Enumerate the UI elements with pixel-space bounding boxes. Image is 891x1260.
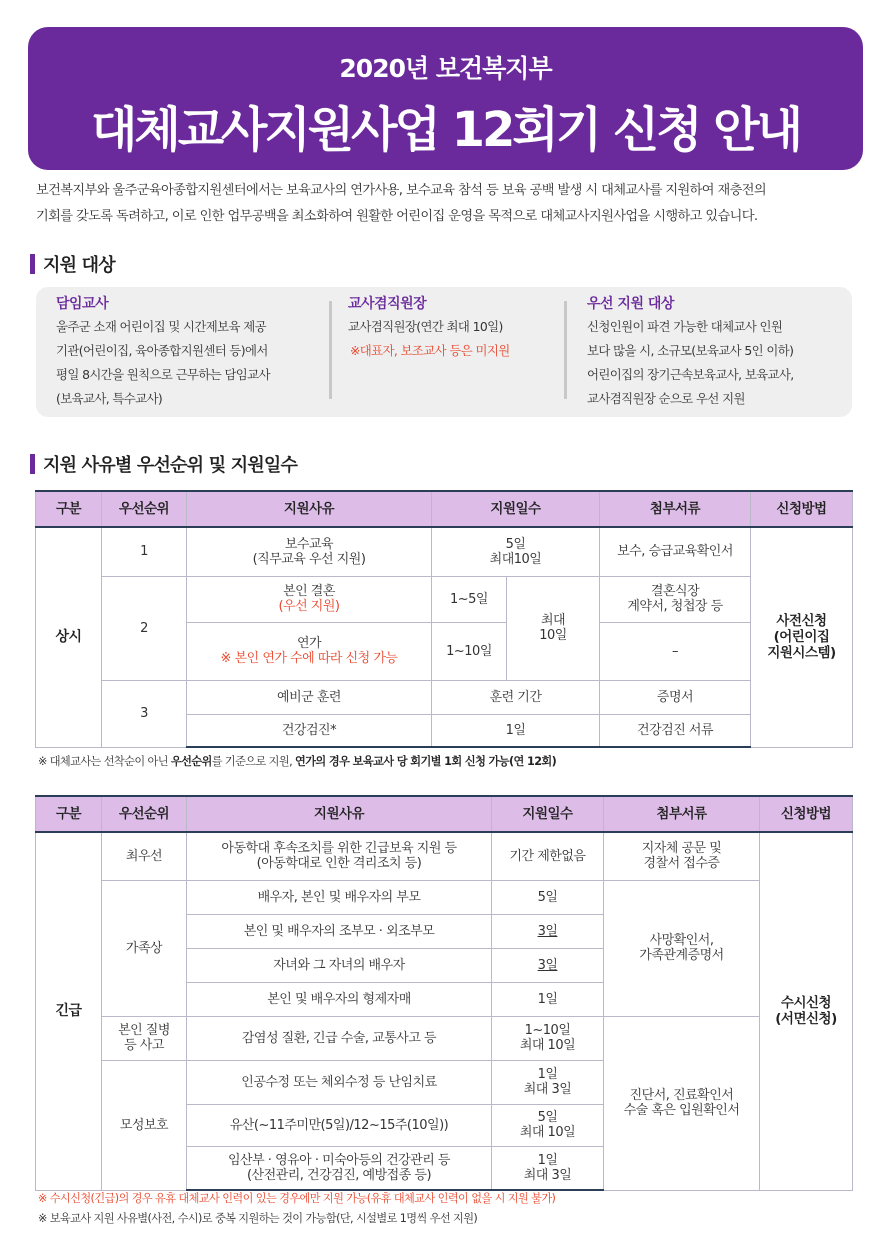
footnote-bold: 우선순위 xyxy=(170,755,212,768)
header-reason: 지원사유 xyxy=(187,491,432,527)
days-cell: 훈련 기간 xyxy=(432,680,600,714)
support-target-box xyxy=(36,287,852,417)
target-line: 기관(어린이집, 육아종합지원센터 등)에서 xyxy=(56,343,268,358)
priority-cell: 2 xyxy=(102,576,187,680)
header-priority: 우선순위 xyxy=(102,796,187,832)
footnote-bold: 연가의 경우 보육교사 당 회기별 1회 신청 가능(연 12회) xyxy=(295,755,557,768)
days-line: 최대 10일 xyxy=(519,1038,576,1053)
priority-cell: 가족상 xyxy=(102,880,187,1016)
table-row xyxy=(36,832,853,880)
reason-line: 본인 결혼 xyxy=(283,584,335,599)
footnote-priority xyxy=(38,753,556,771)
table-row xyxy=(36,527,853,576)
days-cell xyxy=(492,1060,604,1104)
priority-cell: 3 xyxy=(102,680,187,747)
footnote-text: ※ 대체교사는 선착순이 아닌 xyxy=(38,755,171,768)
target-line: 교사겸직원장 순으로 우선 지원 xyxy=(587,391,745,406)
documents-line: 수술 혹은 입원확인서 xyxy=(623,1103,740,1118)
intro-paragraph xyxy=(36,178,856,230)
days-line: 최대 10일 xyxy=(519,1125,576,1140)
days-cell: 3일 xyxy=(492,948,604,982)
footnote-duplicate: ※ 보육교사 지원 사유별(사전, 수시)로 중복 지원하는 것이 가능함(단, 시설별로 1명씩 우선 지원) xyxy=(38,1212,478,1225)
header-method: 신청방법 xyxy=(751,491,853,527)
method-cell xyxy=(760,832,853,1190)
reason-line: (직무교육 우선 지원) xyxy=(252,551,366,567)
documents-line: 사망확인서, xyxy=(649,933,714,948)
priority-line: 본인 질병 xyxy=(118,1023,170,1038)
days-cell xyxy=(492,1146,604,1190)
documents-line: 가족관계증명서 xyxy=(639,948,724,963)
documents-line: 경찰서 접수증 xyxy=(643,856,720,872)
documents-cell: 보수, 승급교육확인서 xyxy=(600,527,751,576)
documents-cell xyxy=(600,576,751,622)
days-cell: 1일 xyxy=(432,714,600,747)
table-row xyxy=(36,680,853,714)
footnote-emergency: ※ 수시신청(긴급)의 경우 유휴 대체교사 인력이 있는 경우에만 지원 가능(유휴 대체교사 인력이 없을 시 지원 불가) xyxy=(38,1192,556,1205)
category-cell: 상시 xyxy=(36,527,102,747)
footnote-text: 를 기준으로 지원, xyxy=(211,755,296,768)
documents-line: 계약서, 청첩장 등 xyxy=(627,599,723,614)
method-line: (서면신청) xyxy=(775,1011,837,1028)
header-reason: 지원사유 xyxy=(187,796,492,832)
header-method: 신청방법 xyxy=(760,796,853,832)
days-line: 10일 xyxy=(539,628,567,643)
target-col-priority xyxy=(587,293,847,411)
days-line: 최대10일 xyxy=(489,551,542,567)
days-cell xyxy=(432,527,600,576)
section-title-support-target xyxy=(30,251,115,277)
documents-cell: 증명서 xyxy=(600,680,751,714)
column-divider xyxy=(329,301,332,399)
target-line: 보다 많을 시, 소규모(보육교사 5인 이하) xyxy=(587,343,794,358)
priority-cell: 1 xyxy=(102,527,187,576)
header-category: 구분 xyxy=(36,491,102,527)
days-line: 최대 3일 xyxy=(523,1082,572,1097)
days-line: 1~10일 xyxy=(524,1023,571,1038)
method-line: 사전신청 xyxy=(776,613,827,630)
reason-cell xyxy=(187,832,492,880)
priority-line: 등 사고 xyxy=(124,1038,164,1053)
reason-cell xyxy=(187,622,432,680)
reason-note: (우선 지원) xyxy=(278,599,340,614)
category-cell: 긴급 xyxy=(36,832,102,1190)
documents-line: 진단서, 진료확인서 xyxy=(629,1088,734,1103)
target-heading: 교사겸직원장 xyxy=(348,296,427,312)
reason-line: 연가 xyxy=(296,636,322,651)
days-line: 1일 xyxy=(537,1067,558,1082)
documents-cell: – xyxy=(600,622,751,680)
days-cell: 1~5일 xyxy=(432,576,507,622)
header-category: 구분 xyxy=(36,796,102,832)
days-line: 최대 xyxy=(540,613,566,628)
banner-title: 대체교사지원사업 12회기 신청 안내 xyxy=(90,102,801,158)
section-bar xyxy=(30,254,35,274)
regular-support-table xyxy=(35,490,853,748)
column-divider xyxy=(564,301,567,399)
reason-cell xyxy=(187,1146,492,1190)
table-row xyxy=(36,880,853,914)
days-line: 최대 3일 xyxy=(523,1167,572,1183)
target-line: 신청인원이 파견 가능한 대체교사 인원 xyxy=(587,319,783,334)
days-cell: 3일 xyxy=(492,914,604,948)
reason-line: 보수교육 xyxy=(284,536,334,552)
target-line: 어린이집의 장기근속보육교사, 보육교사, xyxy=(587,367,794,382)
section-title-text: 지원 사유별 우선순위 및 지원일수 xyxy=(43,455,298,476)
intro-line: 보건복지부와 울주군육아종합지원센터에서는 보육교사의 연가사용, 보수교육 참석 등 보육 공백 발생 시 대체교사를 지원하여 재충전의 xyxy=(36,183,767,198)
days-cell: 1일 xyxy=(492,982,604,1016)
target-line: (보육교사, 특수교사) xyxy=(56,391,163,406)
method-line: 수시신청 xyxy=(780,995,832,1012)
reason-cell: 본인 및 배우자의 조부모 · 외조부모 xyxy=(187,914,492,948)
reason-cell: 유산(~11주미만(5일)/12~15주(10일)) xyxy=(187,1104,492,1146)
reason-line: (산전관리, 건강검진, 예방접종 등) xyxy=(246,1167,432,1183)
reason-cell: 건강검진* xyxy=(187,714,432,747)
days-cell: 1~10일 xyxy=(432,622,507,680)
reason-cell xyxy=(187,527,432,576)
method-line: 지원시스템) xyxy=(767,645,836,662)
days-line: 5일 xyxy=(537,1110,558,1125)
method-line: (어린이집 xyxy=(773,629,830,646)
target-line: 울주군 소재 어린이집 및 시간제보육 제공 xyxy=(56,319,266,334)
target-line: 평일 8시간을 원칙으로 근무하는 담임교사 xyxy=(56,367,270,382)
banner-subtitle: 2020년 보건복지부 xyxy=(339,54,552,83)
days-cell xyxy=(492,1104,604,1146)
header-documents: 첨부서류 xyxy=(604,796,760,832)
days-line: 1일 xyxy=(537,1152,558,1168)
days-total-cell xyxy=(507,576,600,680)
section-bar xyxy=(30,454,35,474)
days-cell xyxy=(492,1016,604,1060)
intro-line: 기회를 갖도록 독려하고, 이로 인한 업무공백을 최소화하여 원활한 어린이집 운영을 목적으로 대체교사지원사업을 시행하고 있습니다. xyxy=(36,209,758,224)
reason-line: (아동학대로 인한 격리조치 등) xyxy=(256,856,422,872)
reason-note: ※ 본인 연가 수에 따라 신청 가능 xyxy=(220,651,398,666)
days-cell: 기간 제한없음 xyxy=(492,832,604,880)
reason-line: 아동학대 후속조치를 위한 긴급보육 지원 등 xyxy=(221,841,457,857)
reason-cell: 자녀와 그 자녀의 배우자 xyxy=(187,948,492,982)
emergency-support-table xyxy=(35,795,853,1191)
section-title-text: 지원 대상 xyxy=(43,255,115,276)
reason-cell: 본인 및 배우자의 형제자매 xyxy=(187,982,492,1016)
documents-cell xyxy=(604,832,760,880)
reason-cell: 인공수정 또는 체외수정 등 난임치료 xyxy=(187,1060,492,1104)
table-row xyxy=(36,1016,853,1060)
target-note: ※대표자, 보조교사 등은 미지원 xyxy=(350,343,510,358)
target-heading: 우선 지원 대상 xyxy=(587,296,674,312)
header-days: 지원일수 xyxy=(492,796,604,832)
documents-line: 결혼식장 xyxy=(650,584,700,599)
reason-cell: 배우자, 본인 및 배우자의 부모 xyxy=(187,880,492,914)
section-title-priority xyxy=(30,451,297,477)
table-row xyxy=(36,576,853,622)
target-line: 교사겸직원장(연간 최대 10일) xyxy=(348,319,503,334)
priority-cell: 모성보호 xyxy=(102,1060,187,1190)
reason-cell: 감염성 질환, 긴급 수술, 교통사고 등 xyxy=(187,1016,492,1060)
documents-cell xyxy=(604,1016,760,1190)
documents-line: 지자체 공문 및 xyxy=(641,841,722,857)
target-col-homeroom-teacher xyxy=(56,293,326,411)
header-documents: 첨부서류 xyxy=(600,491,751,527)
reason-cell xyxy=(187,576,432,622)
method-cell xyxy=(751,527,853,747)
documents-cell xyxy=(604,880,760,1016)
reason-line: 임산부 · 영유아 · 미숙아등의 건강관리 등 xyxy=(228,1152,450,1168)
days-line: 5일 xyxy=(505,536,526,552)
priority-cell: 최우선 xyxy=(102,832,187,880)
target-heading: 담임교사 xyxy=(56,296,109,312)
target-col-director-teacher xyxy=(348,293,558,363)
priority-cell xyxy=(102,1016,187,1060)
title-banner xyxy=(28,27,863,170)
documents-cell: 건강검진 서류 xyxy=(600,714,751,747)
header-priority: 우선순위 xyxy=(102,491,187,527)
header-days: 지원일수 xyxy=(432,491,600,527)
days-cell: 5일 xyxy=(492,880,604,914)
reason-cell: 예비군 훈련 xyxy=(187,680,432,714)
